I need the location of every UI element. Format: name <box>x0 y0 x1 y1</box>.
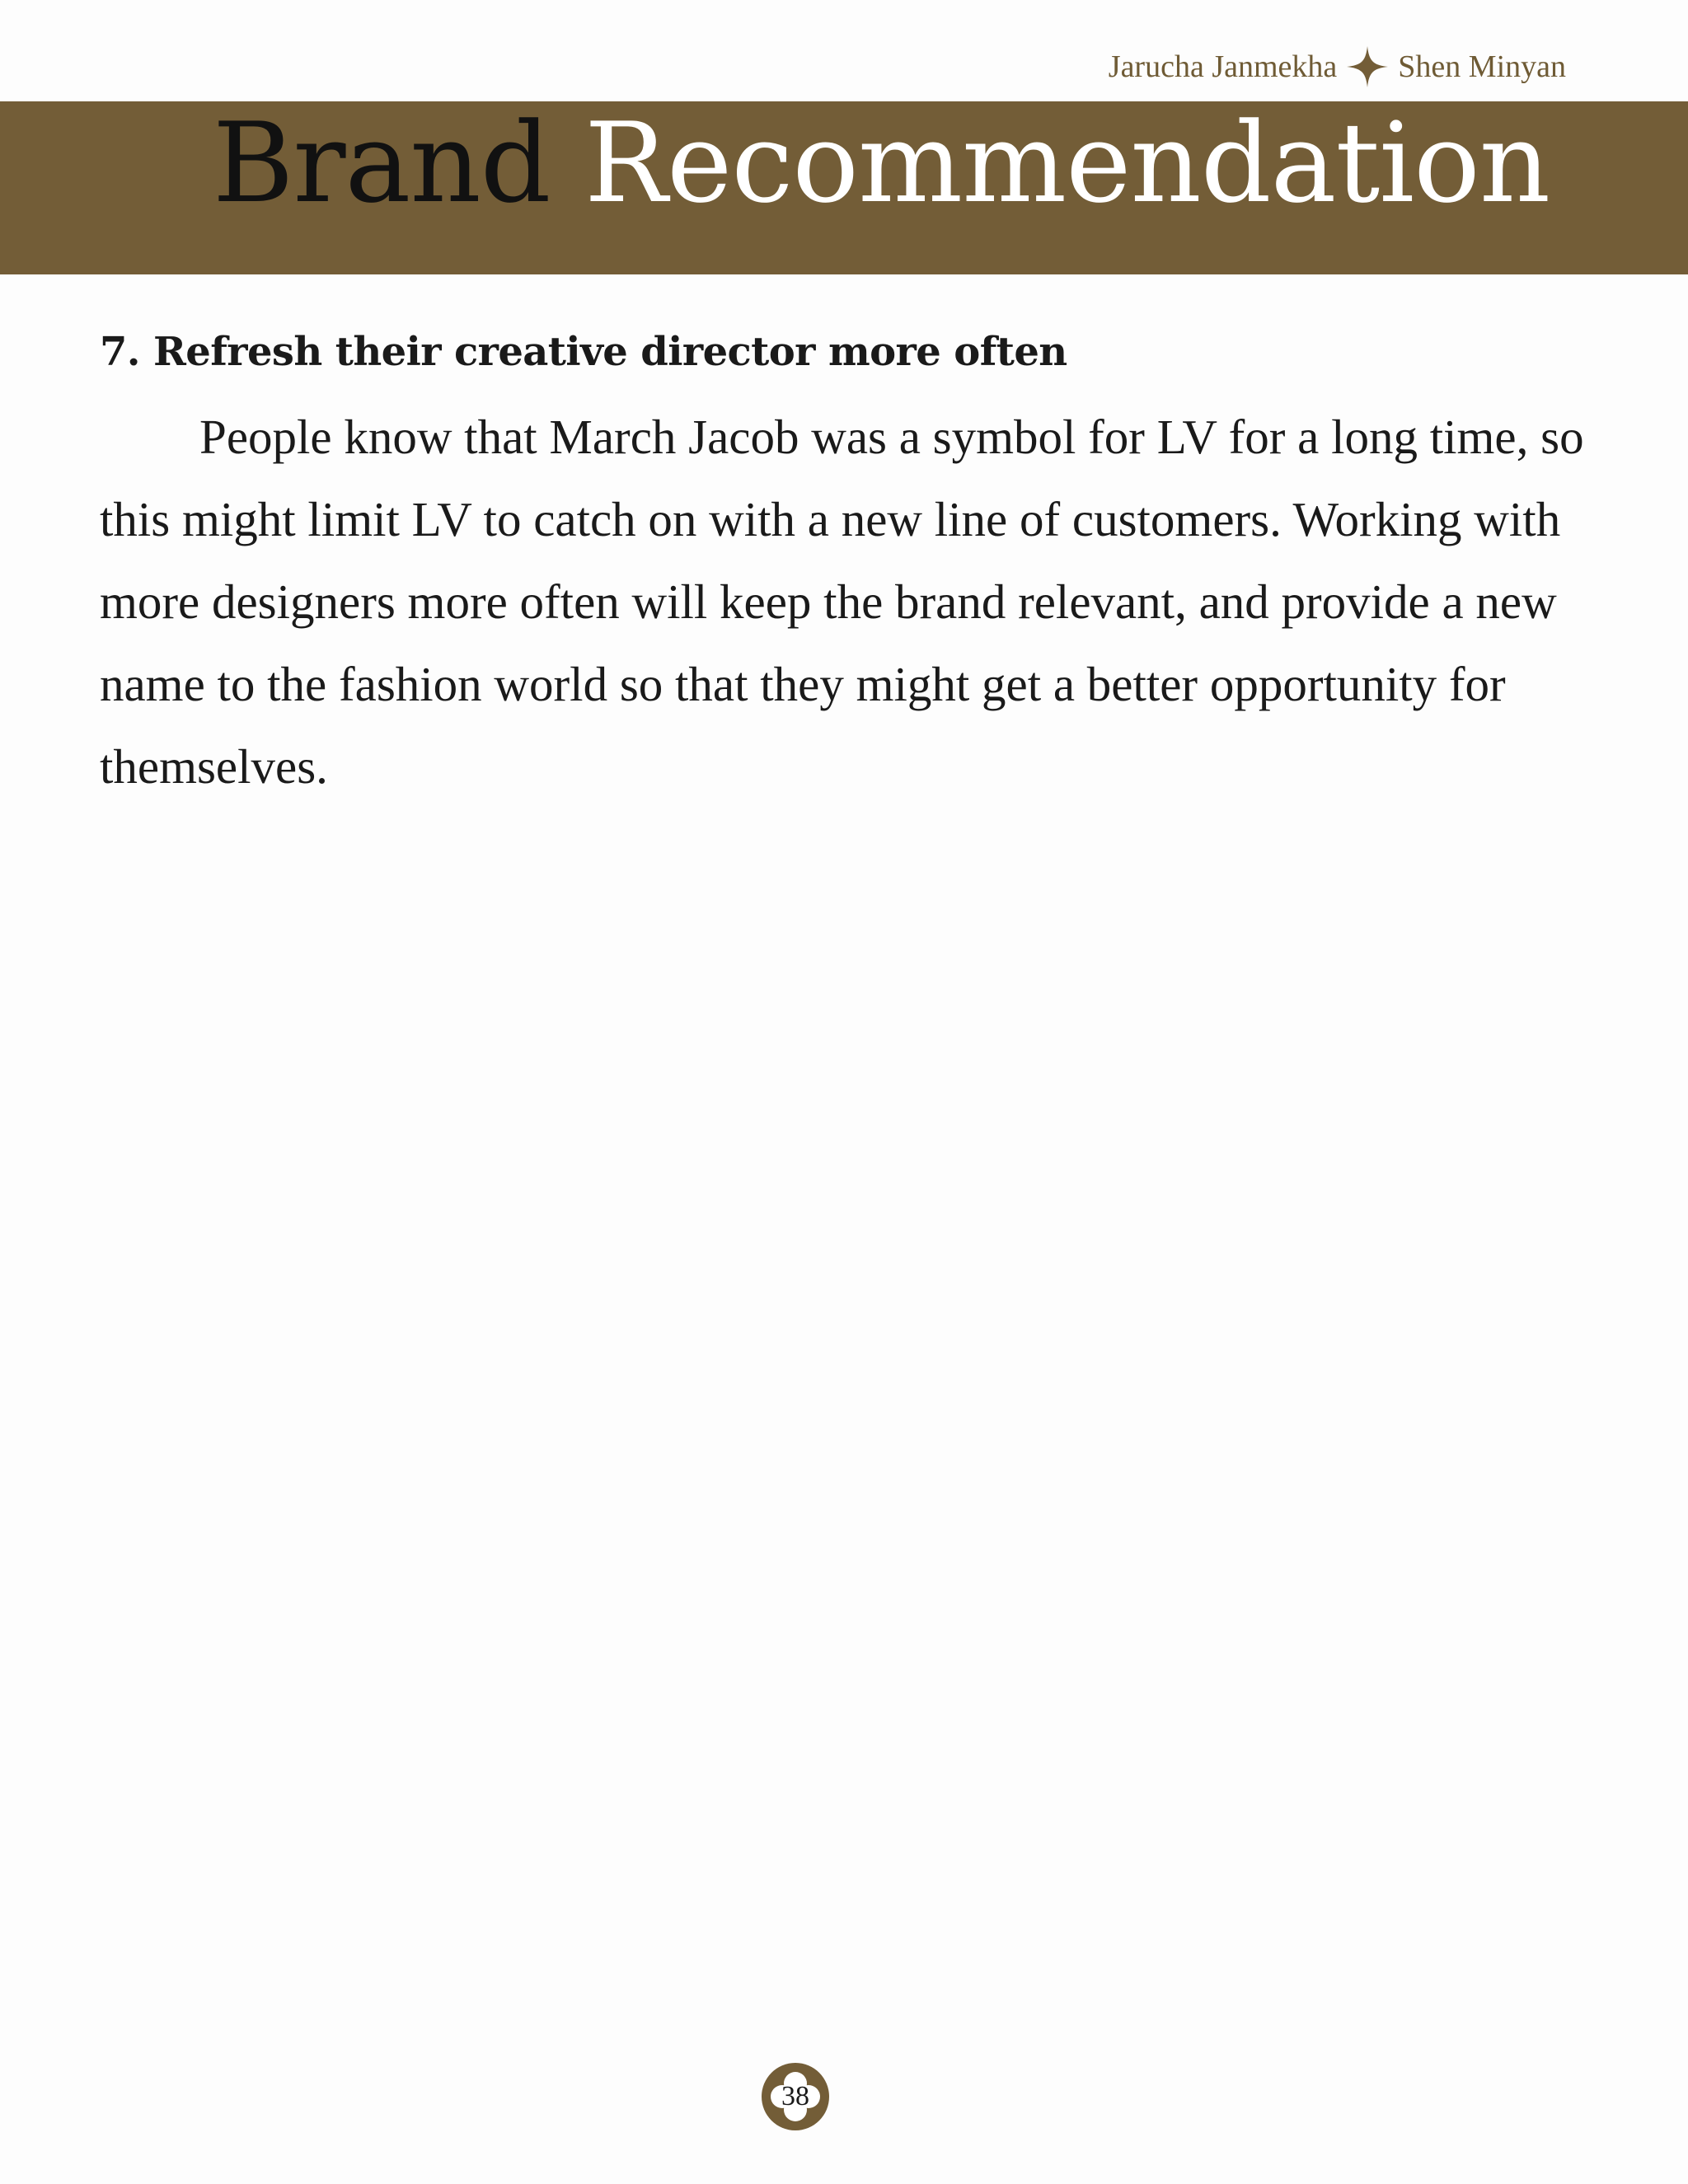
author-name-1: Jarucha Janmekha <box>1108 49 1338 84</box>
page-number-badge <box>761 2062 830 2131</box>
paragraph-line: People know that March Jacob was a symbol for LV for a long time, so <box>199 410 1584 464</box>
paragraph-line: this might limit LV to catch on with a new line of customers. Working with <box>100 492 1561 546</box>
page-title-word-2: Recommendation <box>584 99 1550 227</box>
paragraph-line: more designers more often will keep the brand relevant, and provide a new <box>100 574 1557 629</box>
body-paragraph <box>100 396 1583 808</box>
section-heading: 7. Refresh their creative director more often <box>100 329 1067 375</box>
page-title-word-1: Brand <box>213 99 551 227</box>
paragraph-line: themselves. <box>100 739 328 794</box>
four-point-star-icon <box>1345 45 1390 89</box>
page-number: 38 <box>781 2081 809 2111</box>
author-name-2: Shen Minyan <box>1398 49 1566 84</box>
page-title <box>213 97 1550 229</box>
paragraph-line: name to the fashion world so that they might get a better opportunity for <box>100 657 1506 711</box>
author-byline <box>1071 46 1566 87</box>
